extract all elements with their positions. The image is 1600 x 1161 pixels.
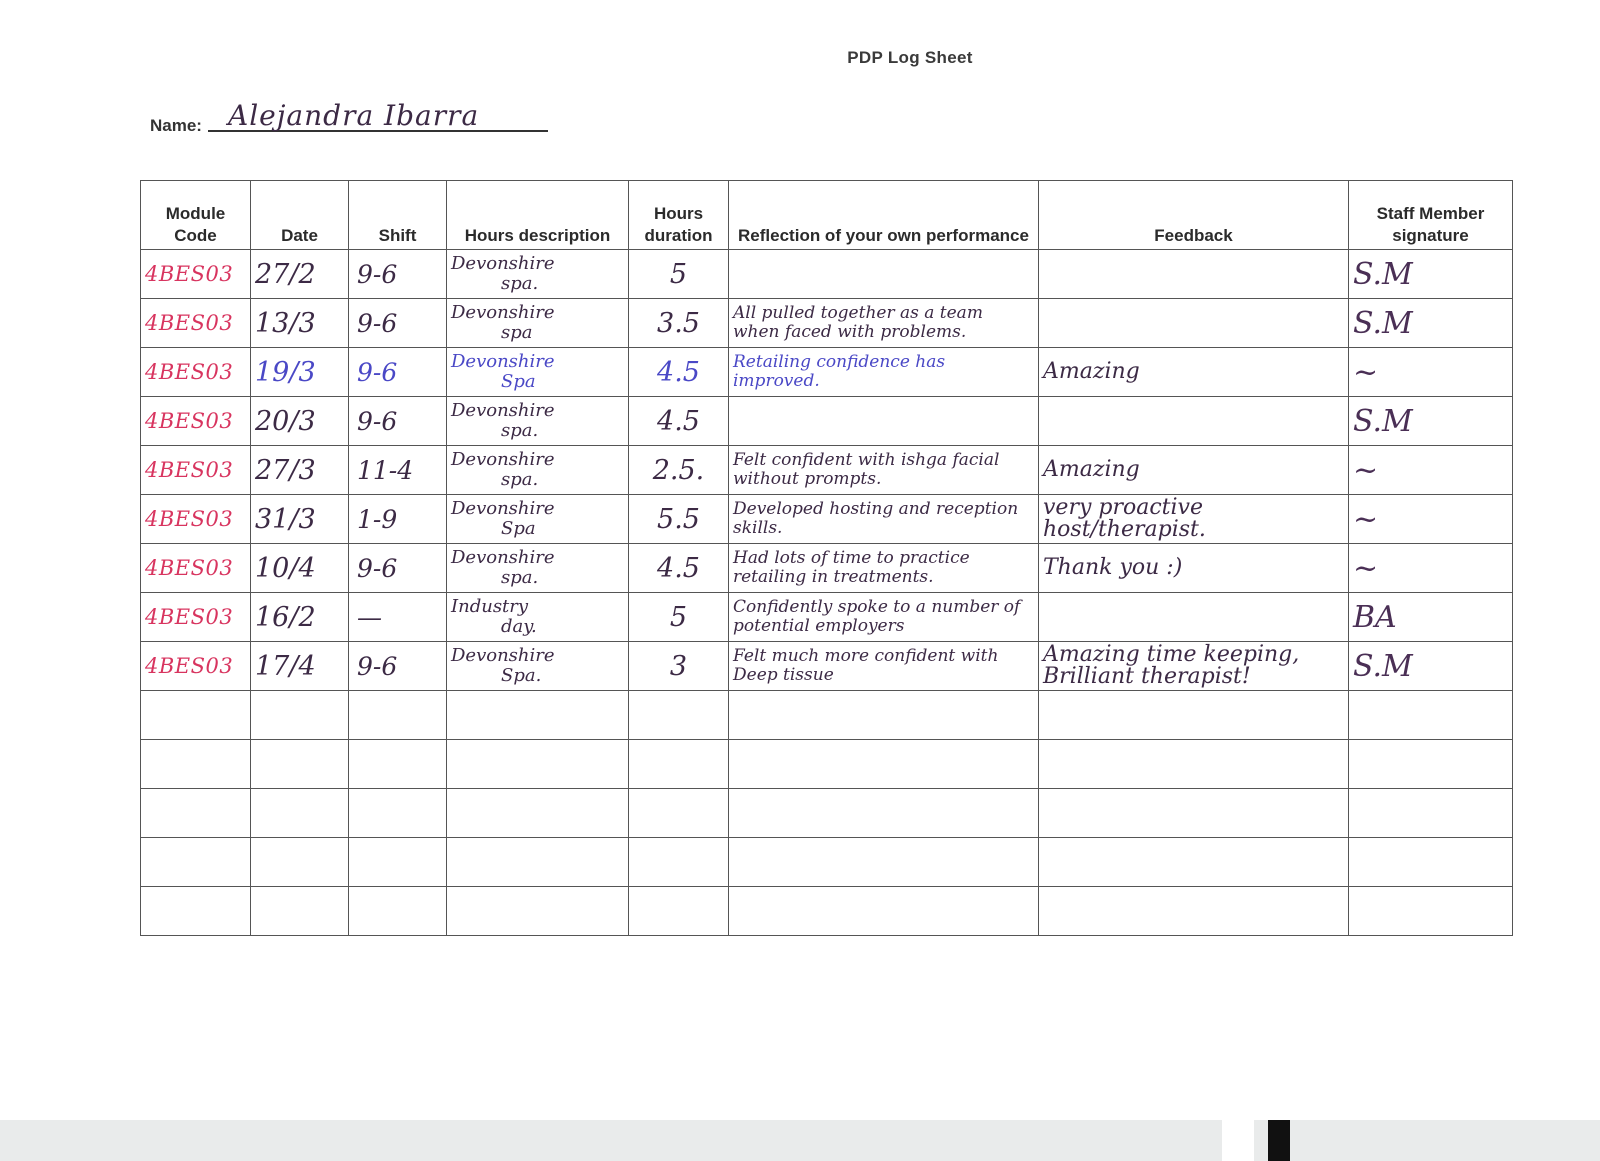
cell-signature[interactable]: ~	[1349, 348, 1513, 397]
empty-cell[interactable]	[629, 887, 729, 936]
description-line-1: Devonshire	[451, 253, 555, 274]
description-line-2: Spa	[501, 518, 536, 539]
cell-module-code[interactable]: 4BES03	[141, 642, 251, 691]
empty-cell[interactable]	[141, 838, 251, 887]
scan-edge-mark	[1268, 1120, 1290, 1161]
empty-cell[interactable]	[349, 838, 447, 887]
cell-hours-duration[interactable]: 4.5	[629, 544, 729, 593]
table-row	[141, 593, 1513, 642]
cell-hours-description[interactable]	[447, 348, 629, 397]
cell-hours-description[interactable]	[447, 299, 629, 348]
cell-reflection[interactable]: Developed hosting and reception skills.	[729, 495, 1039, 544]
cell-date[interactable]: 31/3	[251, 495, 349, 544]
cell-hours-duration[interactable]: 2.5.	[629, 446, 729, 495]
empty-cell[interactable]	[729, 740, 1039, 789]
empty-cell[interactable]	[1039, 691, 1349, 740]
table-row	[141, 250, 1513, 299]
empty-cell[interactable]	[1349, 740, 1513, 789]
empty-table-row	[141, 838, 1513, 887]
cell-reflection[interactable]: Felt much more confident with Deep tissue	[729, 642, 1039, 691]
empty-cell[interactable]	[629, 789, 729, 838]
empty-cell[interactable]	[447, 691, 629, 740]
cell-module-code[interactable]: 4BES03	[141, 593, 251, 642]
cell-signature[interactable]: S.M	[1349, 642, 1513, 691]
cell-feedback[interactable]: Amazing	[1039, 348, 1349, 397]
empty-table-row	[141, 887, 1513, 936]
cell-feedback[interactable]: Amazing	[1039, 446, 1349, 495]
description-line-1: Devonshire	[451, 351, 555, 372]
empty-cell[interactable]	[629, 838, 729, 887]
table-row	[141, 642, 1513, 691]
table-row	[141, 299, 1513, 348]
empty-cell[interactable]	[447, 838, 629, 887]
cell-reflection[interactable]: Retailing confidence has improved.	[729, 348, 1039, 397]
description-line-2: Spa.	[501, 665, 542, 686]
cell-date[interactable]: 20/3	[251, 397, 349, 446]
empty-cell[interactable]	[1039, 789, 1349, 838]
cell-hours-duration[interactable]: 3.5	[629, 299, 729, 348]
cell-shift[interactable]: 11-4	[349, 446, 447, 495]
cell-feedback[interactable]: Amazing time keeping, Brilliant therapist!	[1039, 642, 1349, 691]
cell-signature[interactable]: S.M	[1349, 250, 1513, 299]
table-header-row	[141, 181, 1513, 250]
empty-cell[interactable]	[447, 789, 629, 838]
cell-hours-description[interactable]	[447, 495, 629, 544]
cell-feedback[interactable]	[1039, 397, 1349, 446]
header-reflection: Reflection of your own performance	[729, 181, 1039, 250]
description-line-1: Industry	[451, 596, 529, 617]
empty-cell[interactable]	[141, 691, 251, 740]
cell-date[interactable]: 16/2	[251, 593, 349, 642]
cell-reflection[interactable]	[729, 397, 1039, 446]
empty-cell[interactable]	[629, 740, 729, 789]
empty-cell[interactable]	[1349, 838, 1513, 887]
cell-shift[interactable]: 9-6	[349, 642, 447, 691]
cell-shift[interactable]: 9-6	[349, 348, 447, 397]
header-feedback: Feedback	[1039, 181, 1349, 250]
cell-hours-duration[interactable]: 4.5	[629, 348, 729, 397]
cell-module-code[interactable]: 4BES03	[141, 250, 251, 299]
empty-cell[interactable]	[349, 691, 447, 740]
cell-signature[interactable]: S.M	[1349, 299, 1513, 348]
cell-signature[interactable]: ~	[1349, 495, 1513, 544]
table-row	[141, 348, 1513, 397]
description-line-1: Devonshire	[451, 547, 555, 568]
cell-hours-duration[interactable]: 3	[629, 642, 729, 691]
cell-hours-description[interactable]	[447, 397, 629, 446]
cell-hours-duration[interactable]: 4.5	[629, 397, 729, 446]
empty-table-row	[141, 789, 1513, 838]
name-label: Name:	[150, 116, 202, 135]
cell-reflection[interactable]: Confidently spoke to a number of potential employers	[729, 593, 1039, 642]
empty-cell[interactable]	[349, 740, 447, 789]
cell-signature[interactable]: ~	[1349, 446, 1513, 495]
empty-cell[interactable]	[251, 838, 349, 887]
empty-cell[interactable]	[729, 691, 1039, 740]
cell-module-code[interactable]: 4BES03	[141, 299, 251, 348]
cell-date[interactable]: 10/4	[251, 544, 349, 593]
empty-cell[interactable]	[251, 789, 349, 838]
empty-cell[interactable]	[729, 887, 1039, 936]
empty-cell[interactable]	[1039, 740, 1349, 789]
empty-cell[interactable]	[447, 740, 629, 789]
cell-module-code[interactable]: 4BES03	[141, 495, 251, 544]
cell-signature[interactable]: S.M	[1349, 397, 1513, 446]
table-row	[141, 397, 1513, 446]
description-line-2: spa.	[501, 273, 539, 294]
cell-hours-description[interactable]	[447, 446, 629, 495]
cell-feedback[interactable]	[1039, 593, 1349, 642]
cell-shift[interactable]: 9-6	[349, 250, 447, 299]
cell-hours-duration[interactable]: 5.5	[629, 495, 729, 544]
header-hours-description: Hours description	[447, 181, 629, 250]
empty-cell[interactable]	[141, 887, 251, 936]
cell-reflection[interactable]: All pulled together as a team when faced with problems.	[729, 299, 1039, 348]
description-line-2: day.	[501, 616, 537, 637]
header-date: Date	[251, 181, 349, 250]
cell-hours-description[interactable]	[447, 593, 629, 642]
scan-edge-gap	[1222, 1120, 1254, 1161]
cell-signature[interactable]: BA	[1349, 593, 1513, 642]
empty-cell[interactable]	[251, 740, 349, 789]
description-line-1: Devonshire	[451, 645, 555, 666]
description-line-2: spa.	[501, 420, 539, 441]
cell-feedback[interactable]: very proactive host/therapist.	[1039, 495, 1349, 544]
cell-reflection[interactable]: Felt confident with ishga facial without prompts.	[729, 446, 1039, 495]
cell-shift[interactable]: 9-6	[349, 299, 447, 348]
cell-date[interactable]: 17/4	[251, 642, 349, 691]
empty-cell[interactable]	[1349, 887, 1513, 936]
header-module-code: Module Code	[141, 181, 251, 250]
cell-date[interactable]: 13/3	[251, 299, 349, 348]
cell-feedback[interactable]	[1039, 299, 1349, 348]
cell-hours-description[interactable]	[447, 642, 629, 691]
cell-reflection[interactable]: Had lots of time to practice retailing in treatments.	[729, 544, 1039, 593]
cell-module-code[interactable]: 4BES03	[141, 348, 251, 397]
empty-cell[interactable]	[447, 887, 629, 936]
log-table-body	[141, 250, 1513, 936]
empty-table-row	[141, 691, 1513, 740]
empty-cell[interactable]	[349, 887, 447, 936]
cell-date[interactable]: 27/3	[251, 446, 349, 495]
table-row	[141, 544, 1513, 593]
cell-module-code[interactable]: 4BES03	[141, 446, 251, 495]
header-signature: Staff Member signature	[1349, 181, 1513, 250]
description-line-1: Devonshire	[451, 498, 555, 519]
cell-hours-description[interactable]	[447, 250, 629, 299]
cell-feedback[interactable]: Thank you :)	[1039, 544, 1349, 593]
description-line-1: Devonshire	[451, 400, 555, 421]
empty-cell[interactable]	[1039, 838, 1349, 887]
empty-cell[interactable]	[349, 789, 447, 838]
log-table	[140, 180, 1513, 936]
scan-edge	[0, 1120, 1600, 1161]
description-line-2: Spa	[501, 371, 536, 392]
empty-cell[interactable]	[141, 789, 251, 838]
description-line-1: Devonshire	[451, 449, 555, 470]
empty-cell[interactable]	[629, 691, 729, 740]
header-hours-duration: Hours duration	[629, 181, 729, 250]
cell-hours-description[interactable]	[447, 544, 629, 593]
description-line-2: spa.	[501, 567, 539, 588]
empty-cell[interactable]	[251, 887, 349, 936]
table-row	[141, 495, 1513, 544]
cell-module-code[interactable]: 4BES03	[141, 397, 251, 446]
cell-shift[interactable]: 9-6	[349, 544, 447, 593]
cell-signature[interactable]: ~	[1349, 544, 1513, 593]
cell-shift[interactable]: 1-9	[349, 495, 447, 544]
empty-cell[interactable]	[1039, 887, 1349, 936]
cell-reflection[interactable]	[729, 250, 1039, 299]
description-line-2: spa	[501, 322, 533, 343]
empty-cell[interactable]	[1349, 691, 1513, 740]
cell-hours-duration[interactable]: 5	[629, 250, 729, 299]
empty-cell[interactable]	[729, 838, 1039, 887]
table-row	[141, 446, 1513, 495]
name-field[interactable]: Alejandra Ibarra	[208, 100, 548, 132]
cell-module-code[interactable]: 4BES03	[141, 544, 251, 593]
cell-shift[interactable]: —	[349, 593, 447, 642]
description-line-1: Devonshire	[451, 302, 555, 323]
description-line-2: spa.	[501, 469, 539, 490]
empty-table-row	[141, 740, 1513, 789]
cell-hours-duration[interactable]: 5	[629, 593, 729, 642]
page-title: PDP Log Sheet	[847, 48, 973, 67]
cell-feedback[interactable]	[1039, 250, 1349, 299]
empty-cell[interactable]	[729, 789, 1039, 838]
cell-date[interactable]: 19/3	[251, 348, 349, 397]
cell-date[interactable]: 27/2	[251, 250, 349, 299]
empty-cell[interactable]	[1349, 789, 1513, 838]
empty-cell[interactable]	[251, 691, 349, 740]
empty-cell[interactable]	[141, 740, 251, 789]
cell-shift[interactable]: 9-6	[349, 397, 447, 446]
header-shift: Shift	[349, 181, 447, 250]
